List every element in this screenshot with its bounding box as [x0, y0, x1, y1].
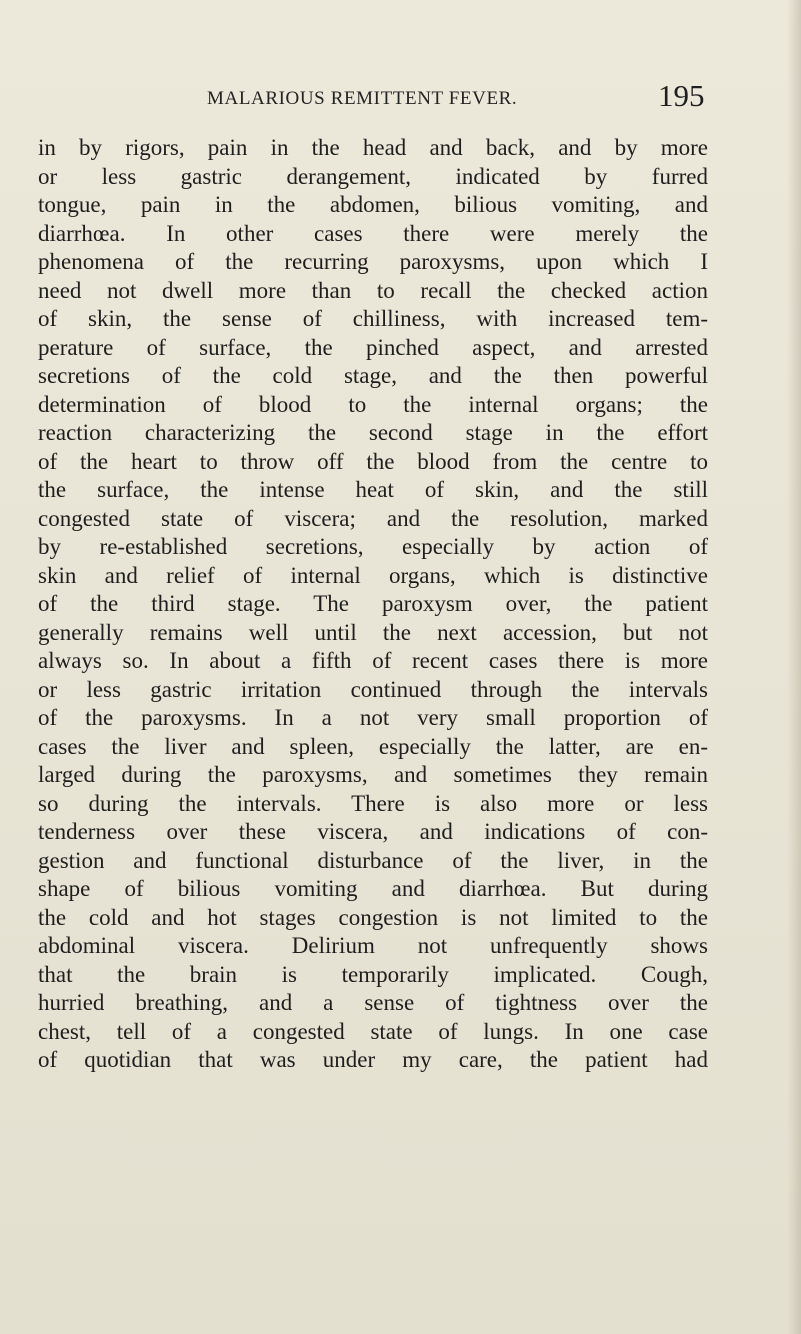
text-line: of skin, the sense of chilliness, with increased tem-: [38, 306, 708, 331]
text-line: abdominal viscera. Delirium not unfrequently shows: [38, 933, 708, 958]
text-line: of the third stage. The paroxysm over, the patient: [38, 591, 708, 616]
running-title: MALARIOUS REMITTENT FEVER.: [207, 88, 518, 109]
text-line: generally remains well until the next accession, but not: [38, 619, 708, 645]
text-line: phenomena of the recurring paroxysms, upon which I: [38, 249, 708, 274]
text-line: tenderness over these viscera, and indications of con-: [38, 819, 708, 844]
text-line: gestion and functional disturbance of the liver, in the: [38, 847, 708, 873]
text-line: of quotidian that was under my care, the patient had: [38, 1047, 708, 1072]
text-line: by re-established secretions, especially by action of: [38, 534, 708, 559]
text-line: in by rigors, pain in the head and back, and by more: [38, 135, 708, 160]
text-line: need not dwell more than to recall the checked action: [38, 277, 708, 303]
running-head: [0, 76, 801, 120]
text-line: determination of blood to the internal organs; the: [38, 391, 708, 417]
text-line: or less gastric irritation continued through the intervals: [38, 676, 708, 702]
text-line: of the heart to throw off the blood from the centre to: [38, 448, 708, 474]
text-line: secretions of the cold stage, and the then powerful: [38, 363, 708, 388]
text-line: of the paroxysms. In a not very small proportion of: [38, 705, 708, 730]
text-line: always so. In about a fifth of recent cases there is more: [38, 648, 708, 673]
text-line: the cold and hot stages congestion is not limited to the: [38, 904, 708, 930]
text-line: congested state of viscera; and the resolution, marked: [38, 505, 708, 531]
text-line: skin and relief of internal organs, which is distinctive: [38, 562, 708, 588]
text-line: chest, tell of a congested state of lungs. In one case: [38, 1018, 708, 1044]
text-line: reaction characterizing the second stage in the effort: [38, 420, 708, 445]
page-number: 195: [658, 78, 705, 113]
page-edge-shadow: [787, 0, 801, 1334]
text-line: the surface, the intense heat of skin, and the still: [38, 477, 708, 502]
text-line: that the brain is temporarily implicated. Cough,: [38, 961, 708, 987]
text-line: cases the liver and spleen, especially the latter, are en-: [38, 733, 708, 759]
text-line: perature of surface, the pinched aspect, and arrested: [38, 334, 708, 360]
text-line: tongue, pain in the abdomen, bilious vomiting, and: [38, 192, 708, 217]
body-paragraph: [38, 134, 708, 1075]
text-line: so during the intervals. There is also more or less: [38, 790, 708, 816]
text-line: or less gastric derangement, indicated by furred: [38, 163, 708, 189]
text-line: larged during the paroxysms, and sometimes they remain: [38, 762, 708, 787]
text-line: shape of bilious vomiting and diarrhœa. But during: [38, 876, 708, 901]
text-line: diarrhœa. In other cases there were merely the: [38, 220, 708, 246]
text-line: hurried breathing, and a sense of tightness over the: [38, 990, 708, 1015]
